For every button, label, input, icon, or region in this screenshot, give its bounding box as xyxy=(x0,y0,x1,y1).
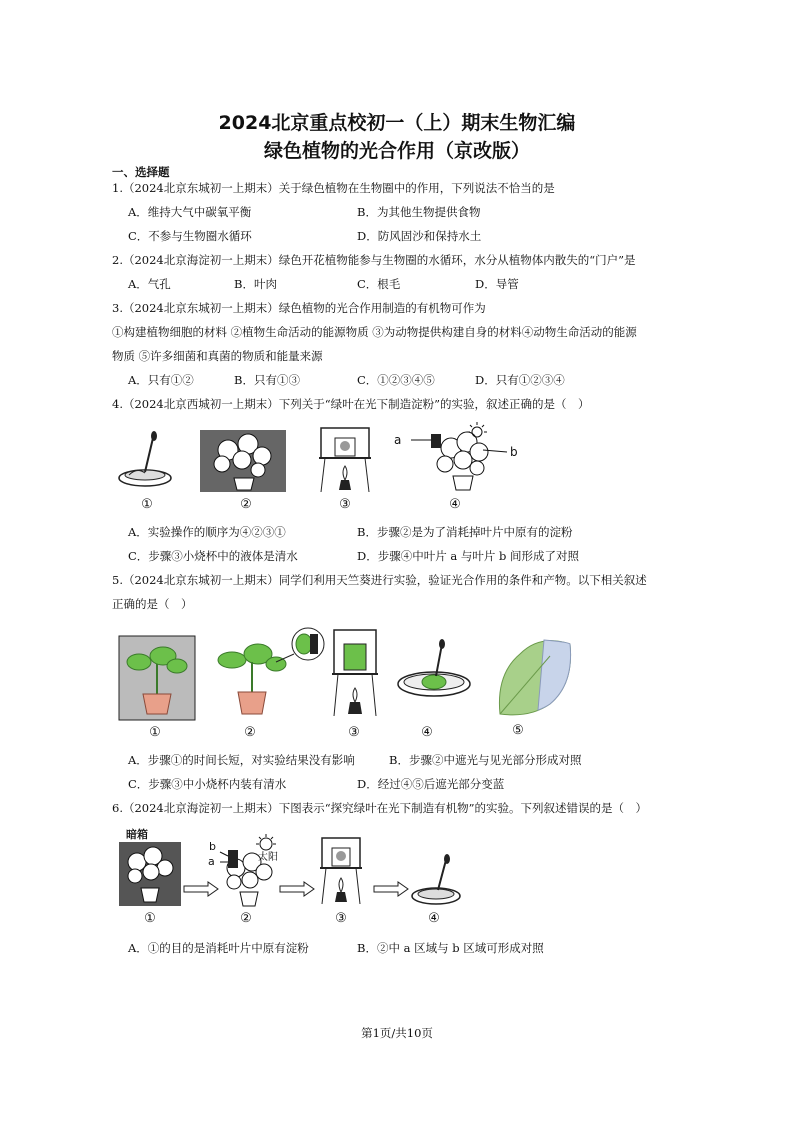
q2-option-a: A．气孔 xyxy=(128,277,171,291)
q5-label-3: ③ xyxy=(348,725,360,740)
q6-label-2: ② xyxy=(240,911,252,926)
q3-line2: ①构建植物细胞的材料 ②植物生命活动的能源物质 ③为动物提供构建自身的材料④动物生命活动的能源 xyxy=(112,325,637,339)
section-heading: 一、选择题 xyxy=(112,165,170,179)
q2-option-c: C．根毛 xyxy=(357,277,401,291)
q5-option-a: A．步骤①的时间长短，对实验结果没有影响 xyxy=(128,753,355,767)
q4-figure-3-water-bath xyxy=(315,426,375,496)
q4-label-1: ① xyxy=(141,497,153,512)
q3-line3: 物质 ⑤许多细菌和真菌的物质和能量来源 xyxy=(112,349,323,363)
q3-option-c: C．①②③④⑤ xyxy=(357,373,435,387)
q2-stem: 2.（2024北京海淀初一上期末）绿色开花植物能参与生物圈的水循环，水分从植物体内散失的“门户”是 xyxy=(112,253,636,267)
q3-stem: 3.（2024北京东城初一上期末）绿色植物的光合作用制造的有机物可作为 xyxy=(112,301,486,315)
q5-figure-4-iodine-dish xyxy=(394,640,474,706)
q6-stem: 6.（2024北京海淀初一上期末）下图表示“探究绿叶在光下制造有机物”的实验。下列叙述错误的是（ ） xyxy=(112,801,647,815)
q6-figure-3-water-bath xyxy=(318,836,364,908)
q2-option-b: B．叶肉 xyxy=(234,277,277,291)
q6-arrow-2 xyxy=(280,882,314,896)
q6-arrow-1 xyxy=(184,882,218,896)
q4-stem: 4.（2024北京西城初一上期末）下列关于“绿叶在光下制造淀粉”的实验，叙述正确的是（ ） xyxy=(112,397,590,411)
q4-option-a: A．实验操作的顺序为④②③① xyxy=(128,525,286,539)
q5-figure-2-partial-cover xyxy=(212,626,332,720)
q4-label-2: ② xyxy=(240,497,252,512)
q6-figure-2-covered-leaf xyxy=(214,834,294,908)
q6-option-b: B．②中 a 区域与 b 区域可形成对照 xyxy=(357,941,544,955)
q5-label-5: ⑤ xyxy=(512,723,524,738)
q6-label-3: ③ xyxy=(335,911,347,926)
q6-figure-4-iodine-dish xyxy=(410,856,462,908)
page-footer: 第1页/共10页 xyxy=(361,1026,433,1040)
q5-figure-1-dark-plant xyxy=(119,636,195,720)
q5-label-2: ② xyxy=(244,725,256,740)
q5-label-4: ④ xyxy=(421,725,433,740)
q1-option-d: D．防风固沙和保持水土 xyxy=(357,229,482,243)
q4-fig-label-b: b xyxy=(510,445,518,459)
q1-stem: 1.（2024北京东城初一上期末）关于绿色植物在生物圈中的作用，下列说法不恰当的是 xyxy=(112,181,555,195)
q5-figure-5-stained-leaf xyxy=(490,634,572,720)
q4-figure-2-dark-plant xyxy=(200,430,286,492)
q2-option-d: D．导管 xyxy=(475,277,519,291)
q6-figure-1-dark-box xyxy=(119,842,181,906)
q4-fig-label-a: a xyxy=(394,433,402,447)
q6-label-4: ④ xyxy=(428,911,440,926)
q5-option-d: D．经过④⑤后遮光部分变蓝 xyxy=(357,777,505,791)
page-subtitle: 绿色植物的光合作用（京改版） xyxy=(263,140,530,162)
q6-arrow-3 xyxy=(374,882,408,896)
q3-option-b: B．只有①③ xyxy=(234,373,300,387)
page-title: 2024北京重点校初一（上）期末生物汇编 xyxy=(218,112,576,134)
q5-option-c: C．步骤③中小烧杯内装有清水 xyxy=(128,777,287,791)
q3-option-d: D．只有①②③④ xyxy=(475,373,565,387)
q6-fig-sun-label: 太阳 xyxy=(258,852,278,863)
q4-figure-1-dish xyxy=(115,428,175,494)
q5-option-b: B．步骤②中遮光与见光部分形成对照 xyxy=(389,753,582,767)
q4-option-d: D．步骤④中叶片 a 与叶片 b 间形成了对照 xyxy=(357,549,580,563)
q6-fig-label-b: b xyxy=(209,840,216,853)
q4-option-b: B．步骤②是为了消耗掉叶片中原有的淀粉 xyxy=(357,525,573,539)
q3-option-a: A．只有①② xyxy=(128,373,194,387)
q5-line2: 正确的是（ ） xyxy=(112,597,193,611)
q6-label-1: ① xyxy=(144,911,156,926)
q4-option-c: C．步骤③小烧杯中的液体是清水 xyxy=(128,549,298,563)
q4-figure-4-covered-leaf xyxy=(415,420,525,494)
q4-label-3: ③ xyxy=(339,497,351,512)
q6-fig-label-a: a xyxy=(208,855,215,868)
q6-option-a: A．①的目的是消耗叶片中原有淀粉 xyxy=(128,941,309,955)
q1-option-c: C．不参与生物圈水循环 xyxy=(128,229,252,243)
q5-stem: 5.（2024北京东城初一上期末）同学们利用天竺葵进行实验，验证光合作用的条件和产物。以下相关叙述 xyxy=(112,573,647,587)
q5-label-1: ① xyxy=(149,725,161,740)
q1-option-a: A．维持大气中碳氧平衡 xyxy=(128,205,252,219)
q1-option-b: B．为其他生物提供食物 xyxy=(357,205,481,219)
q4-label-4: ④ xyxy=(449,497,461,512)
q5-figure-3-water-bath xyxy=(330,628,380,720)
q6-fig-dark-box-label: 暗箱 xyxy=(126,828,148,841)
